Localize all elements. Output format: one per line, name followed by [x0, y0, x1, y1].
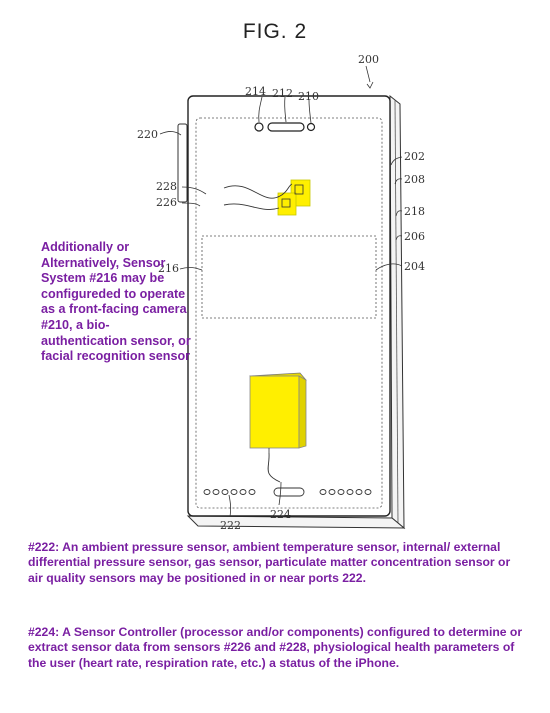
sensor-226 — [278, 193, 296, 215]
ref-208: 208 — [404, 173, 425, 186]
ref-216: 216 — [158, 262, 179, 275]
ref-222: 222 — [220, 519, 241, 532]
side-button — [178, 124, 187, 202]
ref-224: 224 — [270, 508, 291, 521]
speaker-212 — [268, 123, 304, 131]
annotation-222: #222: An ambient pressure sensor, ambient temperature sensor, internal/ external differential pressure sensor, gas sensor, particulate matter concentration sensor or air quality sensors may be positioned in or near ports 222. — [28, 540, 511, 585]
phone-front — [188, 96, 390, 516]
annotation-224: #224: A Sensor Controller (processor and/or components) configured to determine or extract sensor data from sensors #226 and #228, physiological health parameters of the user (heart rate, respiration rate, etc.) a status of the iPhone. — [28, 625, 523, 670]
phone-right-side — [390, 96, 404, 528]
ref-202: 202 — [404, 150, 425, 163]
ref-228: 228 — [156, 180, 177, 193]
side-annotation-216: Additionally or Alternatively, Sensor System #216 may be configureded to operate as a front-facing camera #210, a bio-authentication sensor, or facial recognition sensor — [41, 240, 191, 364]
sensor-210 — [308, 124, 315, 131]
front-camera-214 — [255, 123, 263, 131]
ref-214: 214 — [245, 85, 266, 98]
ref-212: 212 — [272, 87, 293, 100]
ref-210: 210 — [298, 90, 319, 103]
ref-226: 226 — [156, 196, 177, 209]
ref-206: 206 — [404, 230, 425, 243]
ref-204: 204 — [404, 260, 425, 273]
figure-title: FIG. 2 — [242, 20, 308, 43]
ref-218: 218 — [404, 205, 425, 218]
ref-200: 200 — [358, 53, 379, 66]
sensor-controller-224 — [250, 376, 299, 448]
ref-220: 220 — [137, 128, 158, 141]
